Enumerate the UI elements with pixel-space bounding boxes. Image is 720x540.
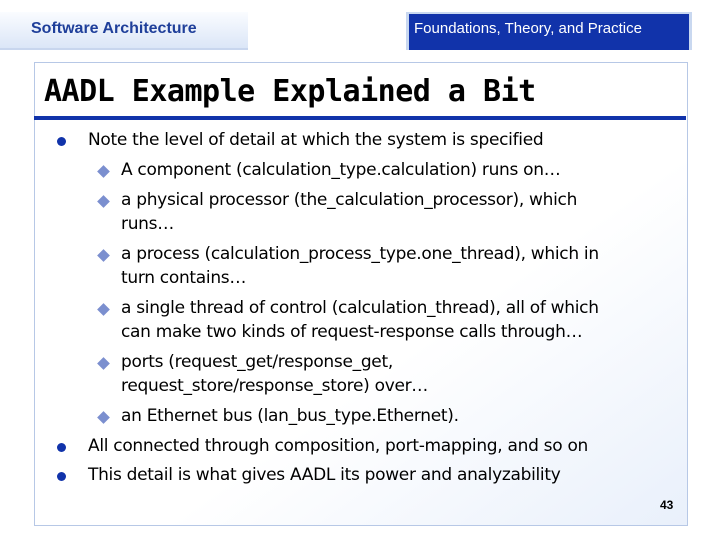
slide-title: AADL Example Explained a Bit	[44, 74, 536, 109]
bullet-icon	[57, 472, 66, 481]
bullet-icon	[57, 443, 66, 452]
sub-bullet-text: A component (calculation_type.calculation) runs on…	[121, 160, 561, 180]
bullet-text: This detail is what gives AADL its power and analyzability	[88, 465, 561, 485]
title-underline	[34, 116, 686, 120]
sub-bullet-text: a single thread of control (calculation_thread), all of which	[121, 298, 599, 318]
sub-bullet-text: ports (request_get/response_get,	[121, 352, 393, 372]
page-number: 43	[660, 498, 674, 512]
bullet-icon	[57, 137, 66, 146]
bullet-text: Note the level of detail at which the system is specified	[88, 130, 544, 150]
sub-bullet-text: a physical processor (the_calculation_processor), which	[121, 190, 578, 210]
sub-bullet-text-cont: can make two kinds of request-response calls through…	[121, 322, 583, 342]
sub-bullet-text: an Ethernet bus (lan_bus_type.Ethernet).	[121, 406, 459, 426]
header-right-title: Foundations, Theory, and Practice	[414, 20, 642, 37]
sub-bullet-text-cont: runs…	[121, 214, 174, 234]
sub-bullet-text-cont: request_store/response_store) over…	[121, 376, 429, 396]
sub-bullet-text: a process (calculation_process_type.one_thread), which in	[121, 244, 599, 264]
sub-bullet-text-cont: turn contains…	[121, 268, 247, 288]
bullet-text: All connected through composition, port-mapping, and so on	[88, 436, 589, 456]
header-left-title: Software Architecture	[31, 20, 197, 37]
